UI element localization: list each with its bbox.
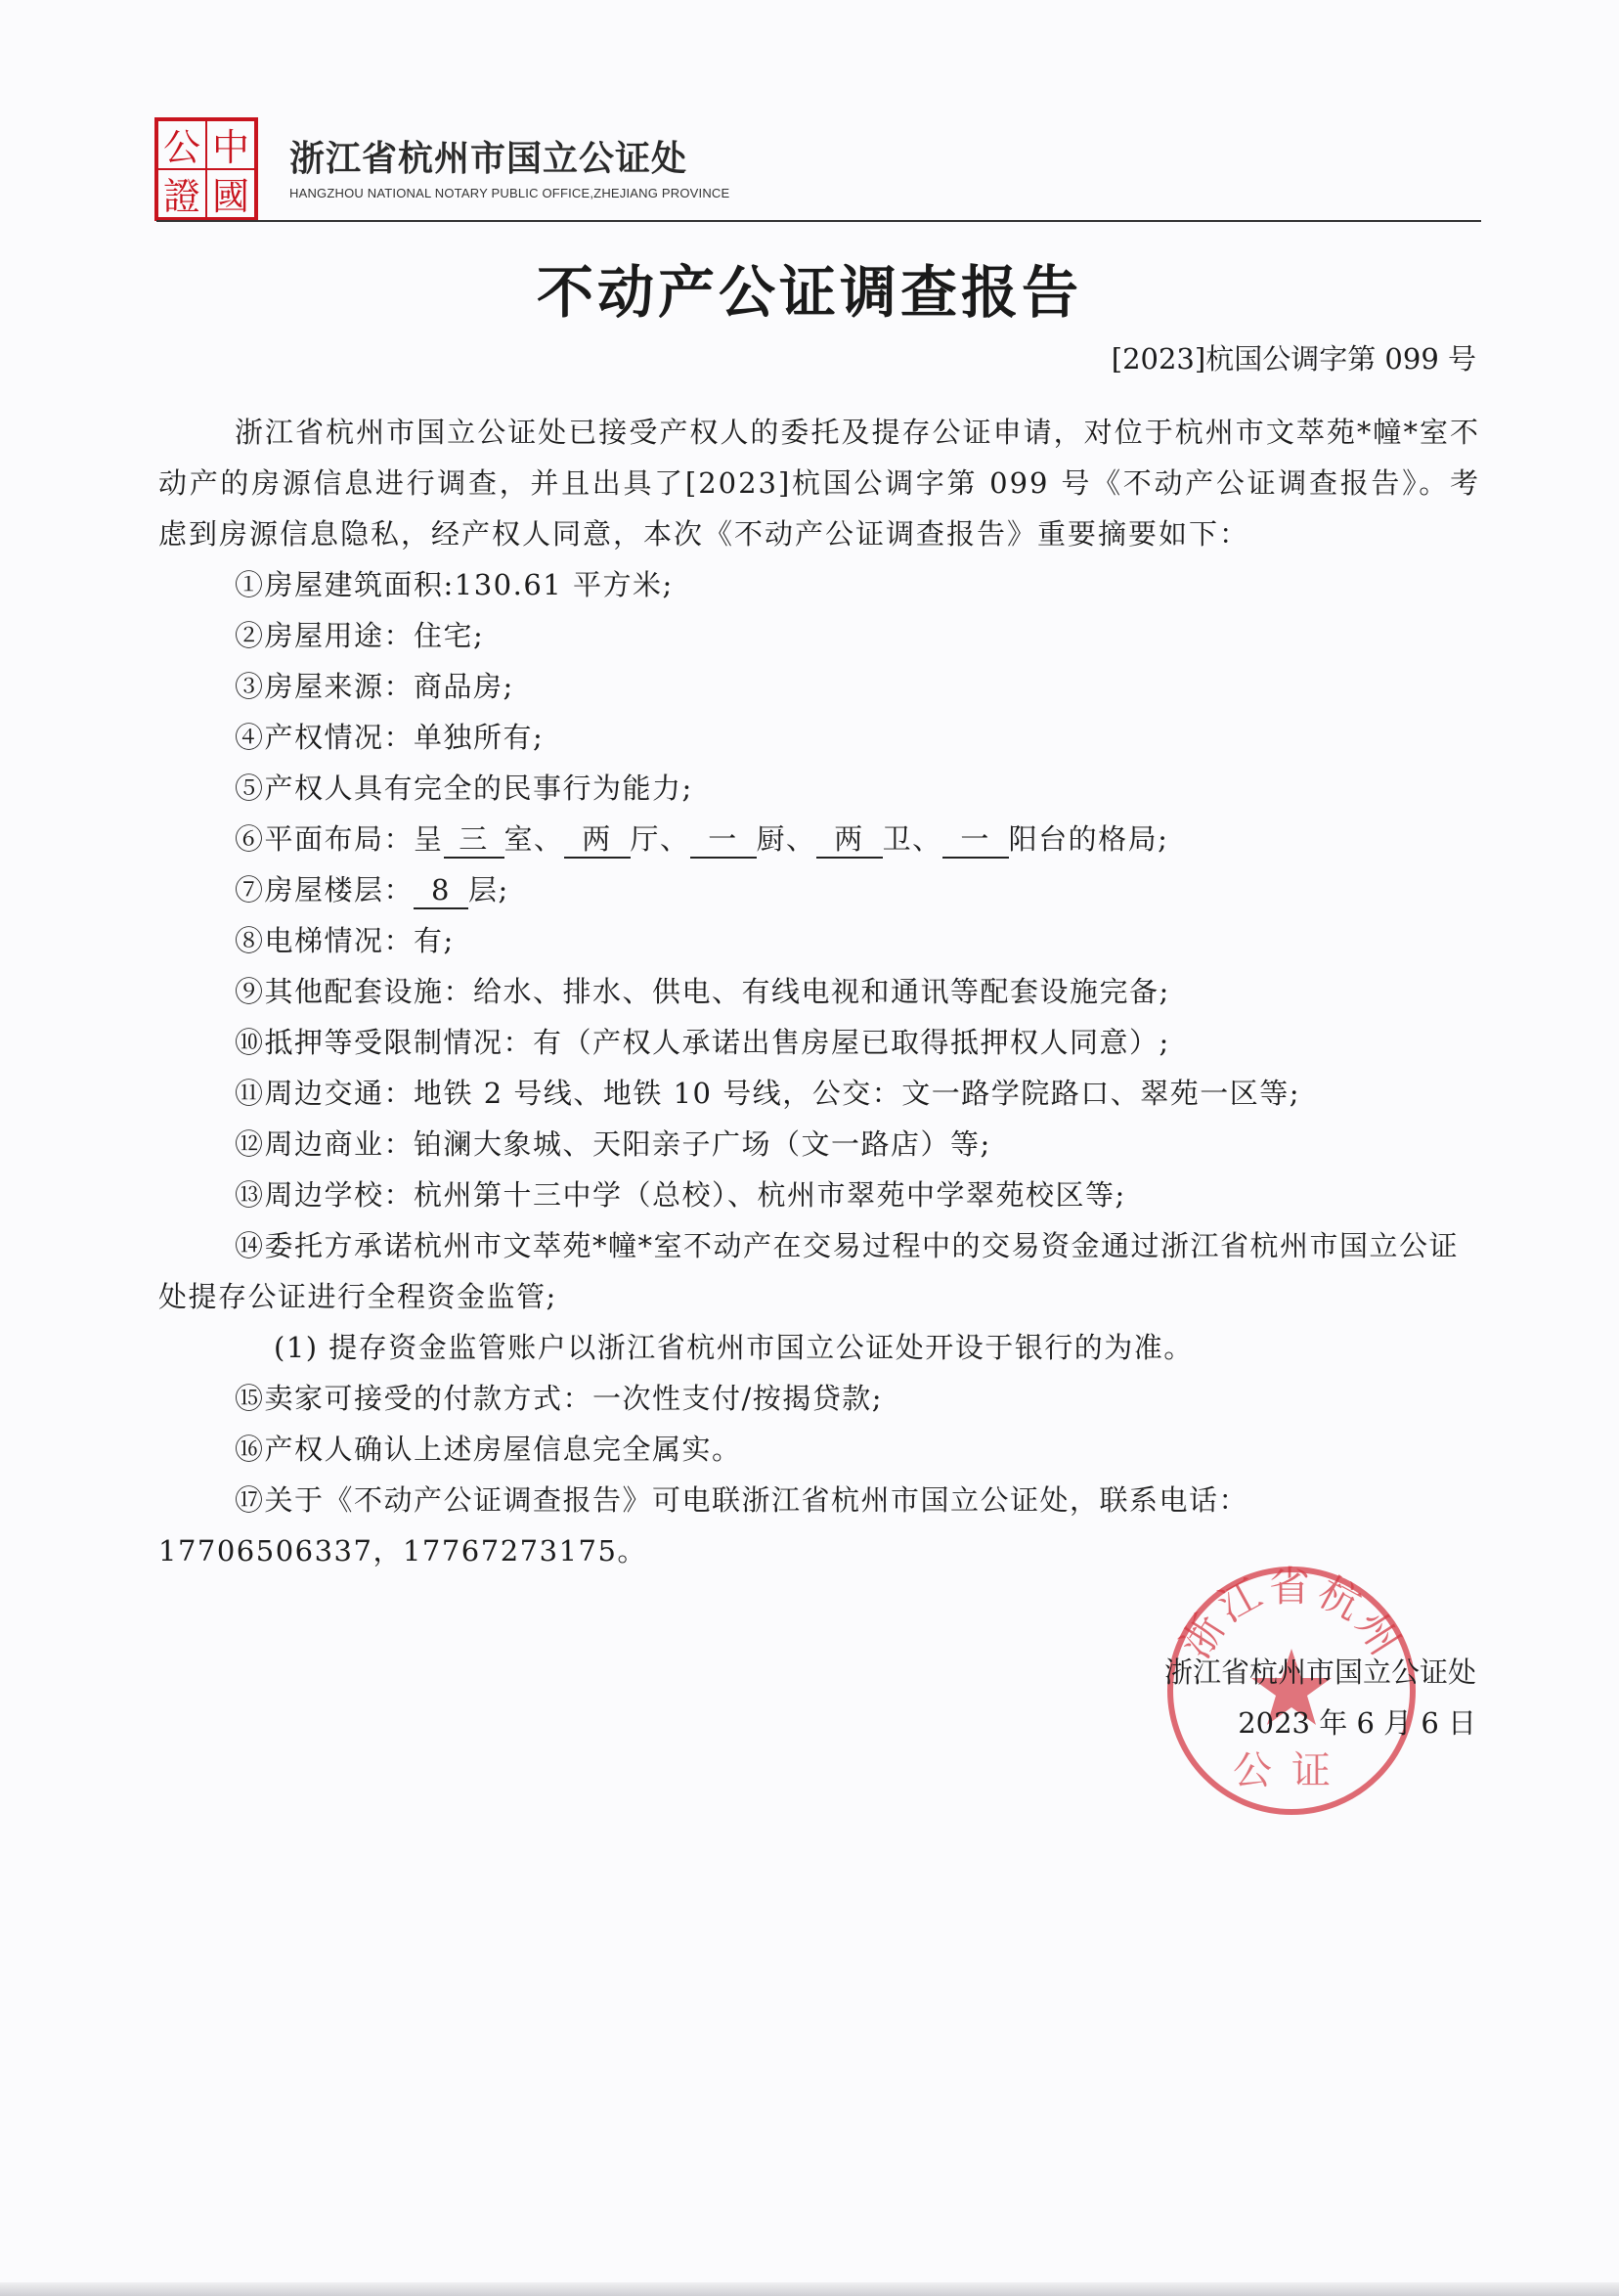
layout-t5: 阳台的格局; (1008, 822, 1169, 856)
document-body (158, 407, 1480, 1576)
logo-char-3: 公 (162, 126, 201, 169)
item-14-sub: (1) 提存资金监管账户以浙江省杭州市国立公证处开设于银行的为准。 (274, 1331, 1194, 1364)
seal-text-bottom: 公证 (1233, 1748, 1350, 1793)
item-8-elevator: ⑧电梯情况：有; (235, 924, 455, 957)
signature-block (1164, 1647, 1476, 1748)
item-15-payment: ⑮卖家可接受的付款方式：一次性支付/按揭贷款; (235, 1382, 884, 1415)
floor-prefix: ⑦房屋楼层： (235, 873, 415, 906)
document-title: 不动产公证调查报告 (536, 259, 1082, 326)
reference-number: [2023]杭国公调字第 099 号 (1111, 342, 1476, 375)
layout-t2: 厅、 (630, 822, 690, 856)
item-12-commerce: ⑫周边商业：铂澜大象城、天阳亲子广场（文一路店）等; (235, 1127, 991, 1161)
layout-rooms: 三 (444, 821, 504, 859)
item-6-layout (158, 814, 1480, 864)
item-9-facilities: ⑨其他配套设施：给水、排水、供电、有线电视和通讯等配套设施完备; (235, 975, 1170, 1008)
org-name-cn: 浙江省杭州市国立公证处 (289, 138, 688, 179)
layout-baths: 两 (816, 821, 883, 859)
signature-date: 2023 年 6 月 6 日 (1238, 1706, 1476, 1740)
header-divider (156, 220, 1481, 222)
item-3-source: ③房屋来源：商品房; (235, 670, 514, 703)
item-10-mortgage: ⑩抵押等受限制情况：有（产权人承诺出售房屋已取得抵押权人同意）; (235, 1026, 1170, 1059)
item-5-capacity: ⑤产权人具有完全的民事行为能力; (235, 772, 693, 805)
notary-logo (154, 117, 258, 221)
layout-t3: 厨、 (756, 822, 816, 856)
logo-char-1: 中 (211, 126, 250, 169)
layout-t1: 室、 (503, 822, 564, 856)
intro-paragraph: 浙江省杭州市国立公证处已接受产权人的委托及提存公证申请，对位于杭州市文萃苑*幢*室不动产的房源信息进行调查，并且出具了[2023]杭国公调字第 099 号《不动产公证调查报告》。考虑到房源信息隐私，经产权人同意，本次《不动产公证调查报告》重要摘要如下： (158, 416, 1480, 551)
item-17-contact: ⑰关于《不动产公证调查报告》可电联浙江省杭州市国立公证处，联系电话：17706506337，17767273175。 (158, 1483, 1249, 1567)
item-2-usage: ②房屋用途：住宅; (235, 619, 485, 652)
signature-org: 浙江省杭州市国立公证处 (1163, 1656, 1476, 1689)
item-7-floor (158, 864, 1480, 915)
floor-suffix: 层; (468, 873, 509, 906)
layout-t4: 卫、 (882, 822, 942, 856)
item-11-transport: ⑪周边交通：地铁 2 号线、地铁 10 号线，公交：文一路学院路口、翠苑一区等; (235, 1077, 1300, 1110)
layout-halls: 两 (564, 821, 631, 859)
logo-char-4: 證 (162, 175, 201, 218)
layout-prefix: ⑥平面布局：呈 (235, 822, 444, 856)
item-13-schools: ⑬周边学校：杭州第十三中学（总校）、杭州市翠苑中学翠苑校区等; (235, 1178, 1126, 1212)
layout-kitchens: 一 (690, 821, 757, 859)
logo-char-2: 國 (211, 175, 250, 218)
seal-text-top: 浙江省杭州 (1171, 1563, 1412, 1667)
floor-value: 8 (414, 872, 468, 909)
item-16-confirm: ⑯产权人确认上述房屋信息完全属实。 (235, 1433, 742, 1466)
org-name-en: HANGZHOU NATIONAL NOTARY PUBLIC OFFICE,ZHEJIANG PROVINCE (289, 186, 730, 200)
item-1-area: ①房屋建筑面积:130.61 平方米; (235, 568, 674, 601)
scan-bottom-edge (0, 2282, 1619, 2296)
item-4-ownership: ④产权情况：单独所有; (235, 721, 545, 754)
item-14-escrow: ⑭委托方承诺杭州市文萃苑*幢*室不动产在交易过程中的交易资金通过浙江省杭州市国立公证处提存公证进行全程资金监管; (158, 1229, 1460, 1313)
layout-balconies: 一 (942, 821, 1009, 859)
